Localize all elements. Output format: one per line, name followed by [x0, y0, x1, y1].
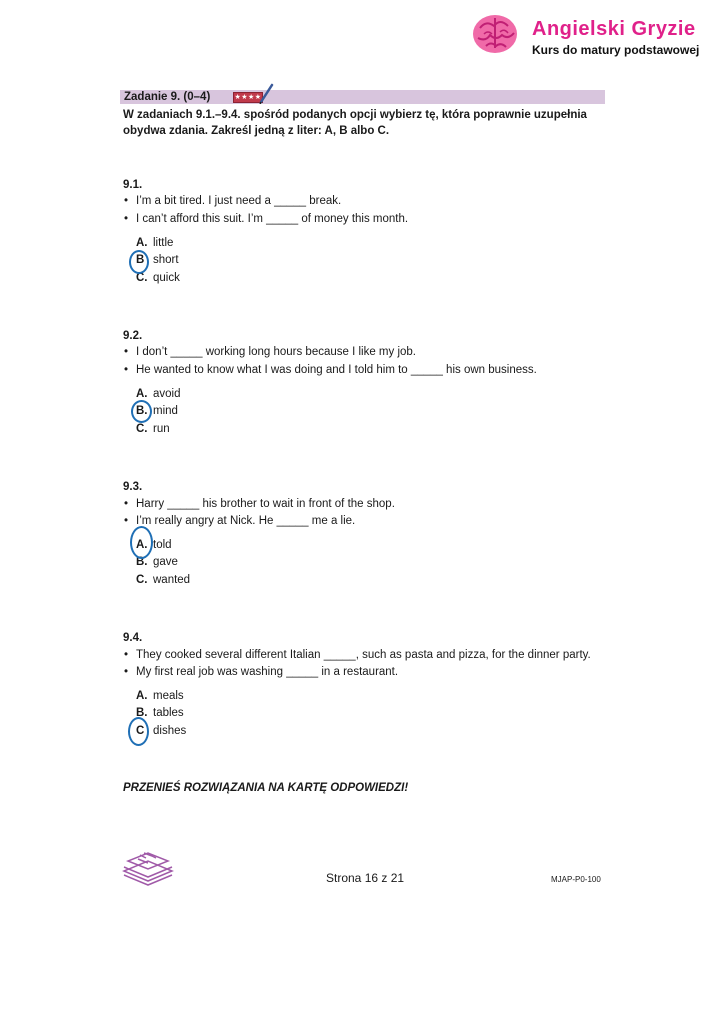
question-sentence: • My first real job was washing _____ in a restaurant. [124, 666, 399, 678]
question-number: 9.4. [123, 632, 143, 644]
page-number: Strona 16 z 21 [326, 871, 405, 885]
brand-name: Angielski Gryzie [532, 18, 696, 40]
option-b[interactable]: B short [136, 254, 179, 266]
exam-code: MJAP-P0-100 [551, 875, 601, 884]
question-sentence: • I’m a bit tired. I just need a _____ break. [124, 195, 342, 207]
option-a[interactable]: A. avoid [136, 388, 181, 400]
option-b[interactable]: B. gave [136, 556, 178, 568]
task-instruction: W zadaniach 9.1.–9.4. spośród podanych opcji wybierz tę, która poprawnie uzupełnia obydwa zdania. Zakreśl jedną z liter: A, B albo C. [123, 109, 587, 137]
question-number: 9.1. [123, 179, 143, 191]
option-c[interactable]: C. wanted [136, 574, 191, 586]
answer-circle-mark [129, 250, 149, 274]
option-a[interactable]: A. little [136, 237, 174, 249]
brand-header [470, 10, 710, 60]
question-sentence: • I’m really angry at Nick. He _____ me a lie. [124, 515, 356, 527]
option-a[interactable]: A. meals [136, 690, 184, 702]
option-b[interactable]: B. mind [136, 405, 178, 417]
option-a[interactable]: A. told [136, 539, 172, 551]
question-number: 9.2. [123, 330, 143, 342]
option-c[interactable]: C dishes [136, 725, 187, 737]
question-sentence: • I don’t _____ working long hours because I like my job. [124, 346, 416, 358]
task-title: Zadanie 9. (0–4) [124, 91, 211, 103]
question-sentence: • Harry _____ his brother to wait in front of the shop. [124, 498, 395, 510]
answer-circle-mark [130, 526, 153, 559]
option-c[interactable]: C. run [136, 423, 170, 435]
answer-circle-mark [128, 717, 149, 746]
pencil-icon [258, 82, 276, 104]
cke-logo-icon [122, 845, 174, 887]
answer-circle-mark [131, 400, 152, 423]
option-b[interactable]: B. tables [136, 707, 184, 719]
question-sentence: • He wanted to know what I was doing and I told him to _____ his own business. [124, 364, 537, 376]
question-number: 9.3. [123, 481, 143, 493]
question-sentence: • I can’t afford this suit. I’m _____ of money this month. [124, 213, 409, 225]
difficulty-stars: ★★★★ [234, 94, 262, 101]
transfer-instruction: PRZENIEŚ ROZWIĄZANIA NA KARTĘ ODPOWIEDZI! [123, 782, 409, 794]
brand-subtitle: Kurs do matury podstawowej [532, 43, 700, 57]
question-sentence: • They cooked several different Italian _____, such as pasta and pizza, for the dinner party. [124, 649, 591, 661]
brain-logo-icon [470, 10, 520, 58]
option-c[interactable]: C. quick [136, 272, 180, 284]
